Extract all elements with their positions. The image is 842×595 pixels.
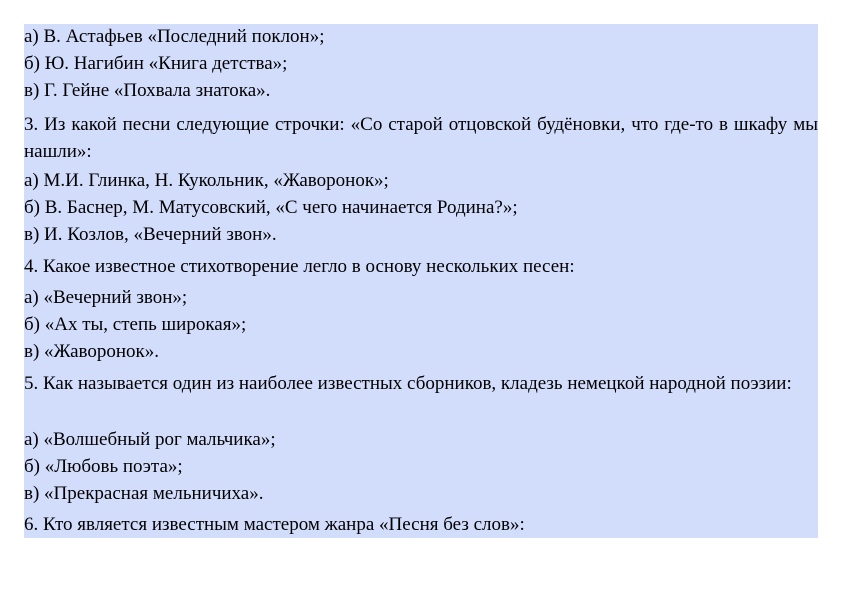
answer-option-c: в) И. Козлов, «Вечерний звон». [24,224,277,245]
question-5: 5. Как называется один из наиболее известных сборников, кладезь немецкой народной поэзии: [24,373,792,394]
question-3: 3. Из какой песни следующие строчки: «Со старой отцовской будёновки, что где-то в шкафу мы нашли»: [24,114,818,162]
question-6: 6. Кто является известным мастером жанра «Песня без слов»: [24,514,525,535]
answer-option-a: а) «Вечерний звон»; [24,287,188,308]
question-4: 4. Какое известное стихотворение легло в основу нескольких песен: [24,256,575,277]
answer-option-a: а) М.И. Глинка, Н. Кукольник, «Жаворонок»; [24,170,389,191]
answer-option-c: в) «Прекрасная мельничиха». [24,483,264,504]
answer-option-a: а) «Волшебный рог мальчика»; [24,429,276,450]
answer-option-b: б) «Любовь поэта»; [24,456,183,477]
answer-option-b: б) Ю. Нагибин «Книга детства»; [24,53,288,74]
answer-option-c: в) «Жаворонок». [24,341,160,362]
quiz-text-panel [24,24,818,538]
answer-option-c: в) Г. Гейне «Похвала знатока». [24,80,271,101]
answer-option-b: б) «Ах ты, степь широкая»; [24,314,247,335]
answer-option-a: а) В. Астафьев «Последний поклон»; [24,26,325,47]
answer-option-b: б) В. Баснер, М. Матусовский, «С чего начинается Родина?»; [24,197,518,218]
